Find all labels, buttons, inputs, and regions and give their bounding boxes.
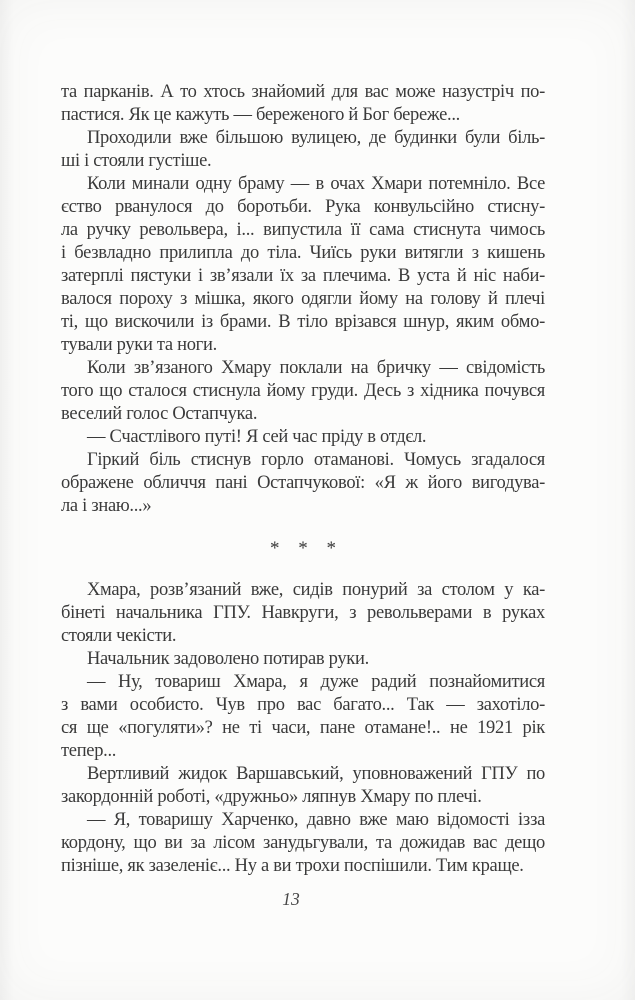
text-line: Вертливий жидок Варшавський, уповноважений ГПУ по bbox=[87, 764, 545, 784]
text-line: та парканів. А то хтось знайомий для вас може назустріч по- bbox=[61, 82, 545, 102]
text-line: Хмара, розв’язаний вже, сидів понурий за столом у ка- bbox=[87, 580, 545, 600]
text-line: бінеті начальника ГПУ. Навкруги, з револьверами в руках bbox=[61, 603, 545, 623]
text-line: з вами особисто. Чув про вас багато... Так — захотіло- bbox=[61, 695, 545, 715]
section-separator: * * * bbox=[270, 538, 336, 559]
scan-edge-shading-left bbox=[0, 0, 14, 1000]
text-line: тепер... bbox=[61, 741, 117, 761]
text-line: ла ручку револьвера, і... випустила її сама стиснута чимось bbox=[61, 220, 545, 240]
text-line: валося пороху з мішка, якого одягли йому на голову й плечі bbox=[61, 289, 545, 309]
text-line: закордонній роботі, «дружньо» ляпнув Хмару по плечі. bbox=[61, 787, 482, 807]
text-block bbox=[61, 81, 545, 878]
text-line: Начальник задоволено потирав руки. bbox=[87, 649, 369, 669]
page-number: 13 bbox=[282, 889, 300, 909]
text-line: того що сталося стиснула йому груди. Десь з хідника почувся bbox=[61, 381, 545, 401]
text-line: ті, що вискочили із брами. В тіло врізався шнур, яким обмо- bbox=[61, 312, 545, 332]
text-line: — Я, товаришу Харченко, давно вже маю відомості ізза bbox=[87, 810, 545, 830]
text-line: єство рванулося до боротьби. Рука конвульсійно стисну- bbox=[61, 197, 545, 217]
text-line: Проходили вже більшою вулицею, де будинки були біль- bbox=[87, 128, 545, 148]
scan-edge-shading-right bbox=[621, 0, 635, 1000]
text-line: ображене обличчя пані Остапчукової: «Я ж його вигодува- bbox=[61, 473, 545, 493]
text-line: Коли минали одну браму — в очах Хмари потемніло. Все bbox=[87, 174, 545, 194]
text-line: пастися. Як це кажуть — береженого й Бог береже... bbox=[61, 105, 461, 125]
text-line: ла і знаю...» bbox=[61, 496, 152, 516]
text-line: тували руки та ноги. bbox=[61, 335, 217, 355]
text-line: ся ще «погуляти»? не ті часи, пане отамане!.. не 1921 рік bbox=[61, 718, 545, 738]
text-line: затерплі пястуки і зв’язали їх за плечима. В уста й ніс наби- bbox=[61, 266, 545, 286]
text-line: і безвладно прилипла до тіла. Чиїсь руки витягли з кишень bbox=[61, 243, 545, 263]
text-line: веселий голос Остапчука. bbox=[61, 404, 258, 424]
text-line: ші і стояли густіше. bbox=[61, 151, 212, 171]
text-line: Гіркий біль стиснув горло отаманові. Чомусь згадалося bbox=[87, 450, 545, 470]
text-line: — Ну, товариш Хмара, я дуже радий познайомитися bbox=[87, 672, 545, 692]
text-line: Коли зв’язаного Хмару поклали на бричку — свідомість bbox=[87, 358, 545, 378]
text-line: пізніше, як зазеленіє... Ну а ви трохи поспішили. Тим краще. bbox=[61, 856, 524, 876]
text-line: — Счастлівого путі! Я сей час пріду в отдєл. bbox=[87, 427, 427, 447]
text-line: стояли чекісти. bbox=[61, 626, 177, 646]
text-line: кордону, що ви за лісом занудьгували, та дожидав вас дещо bbox=[61, 833, 545, 853]
